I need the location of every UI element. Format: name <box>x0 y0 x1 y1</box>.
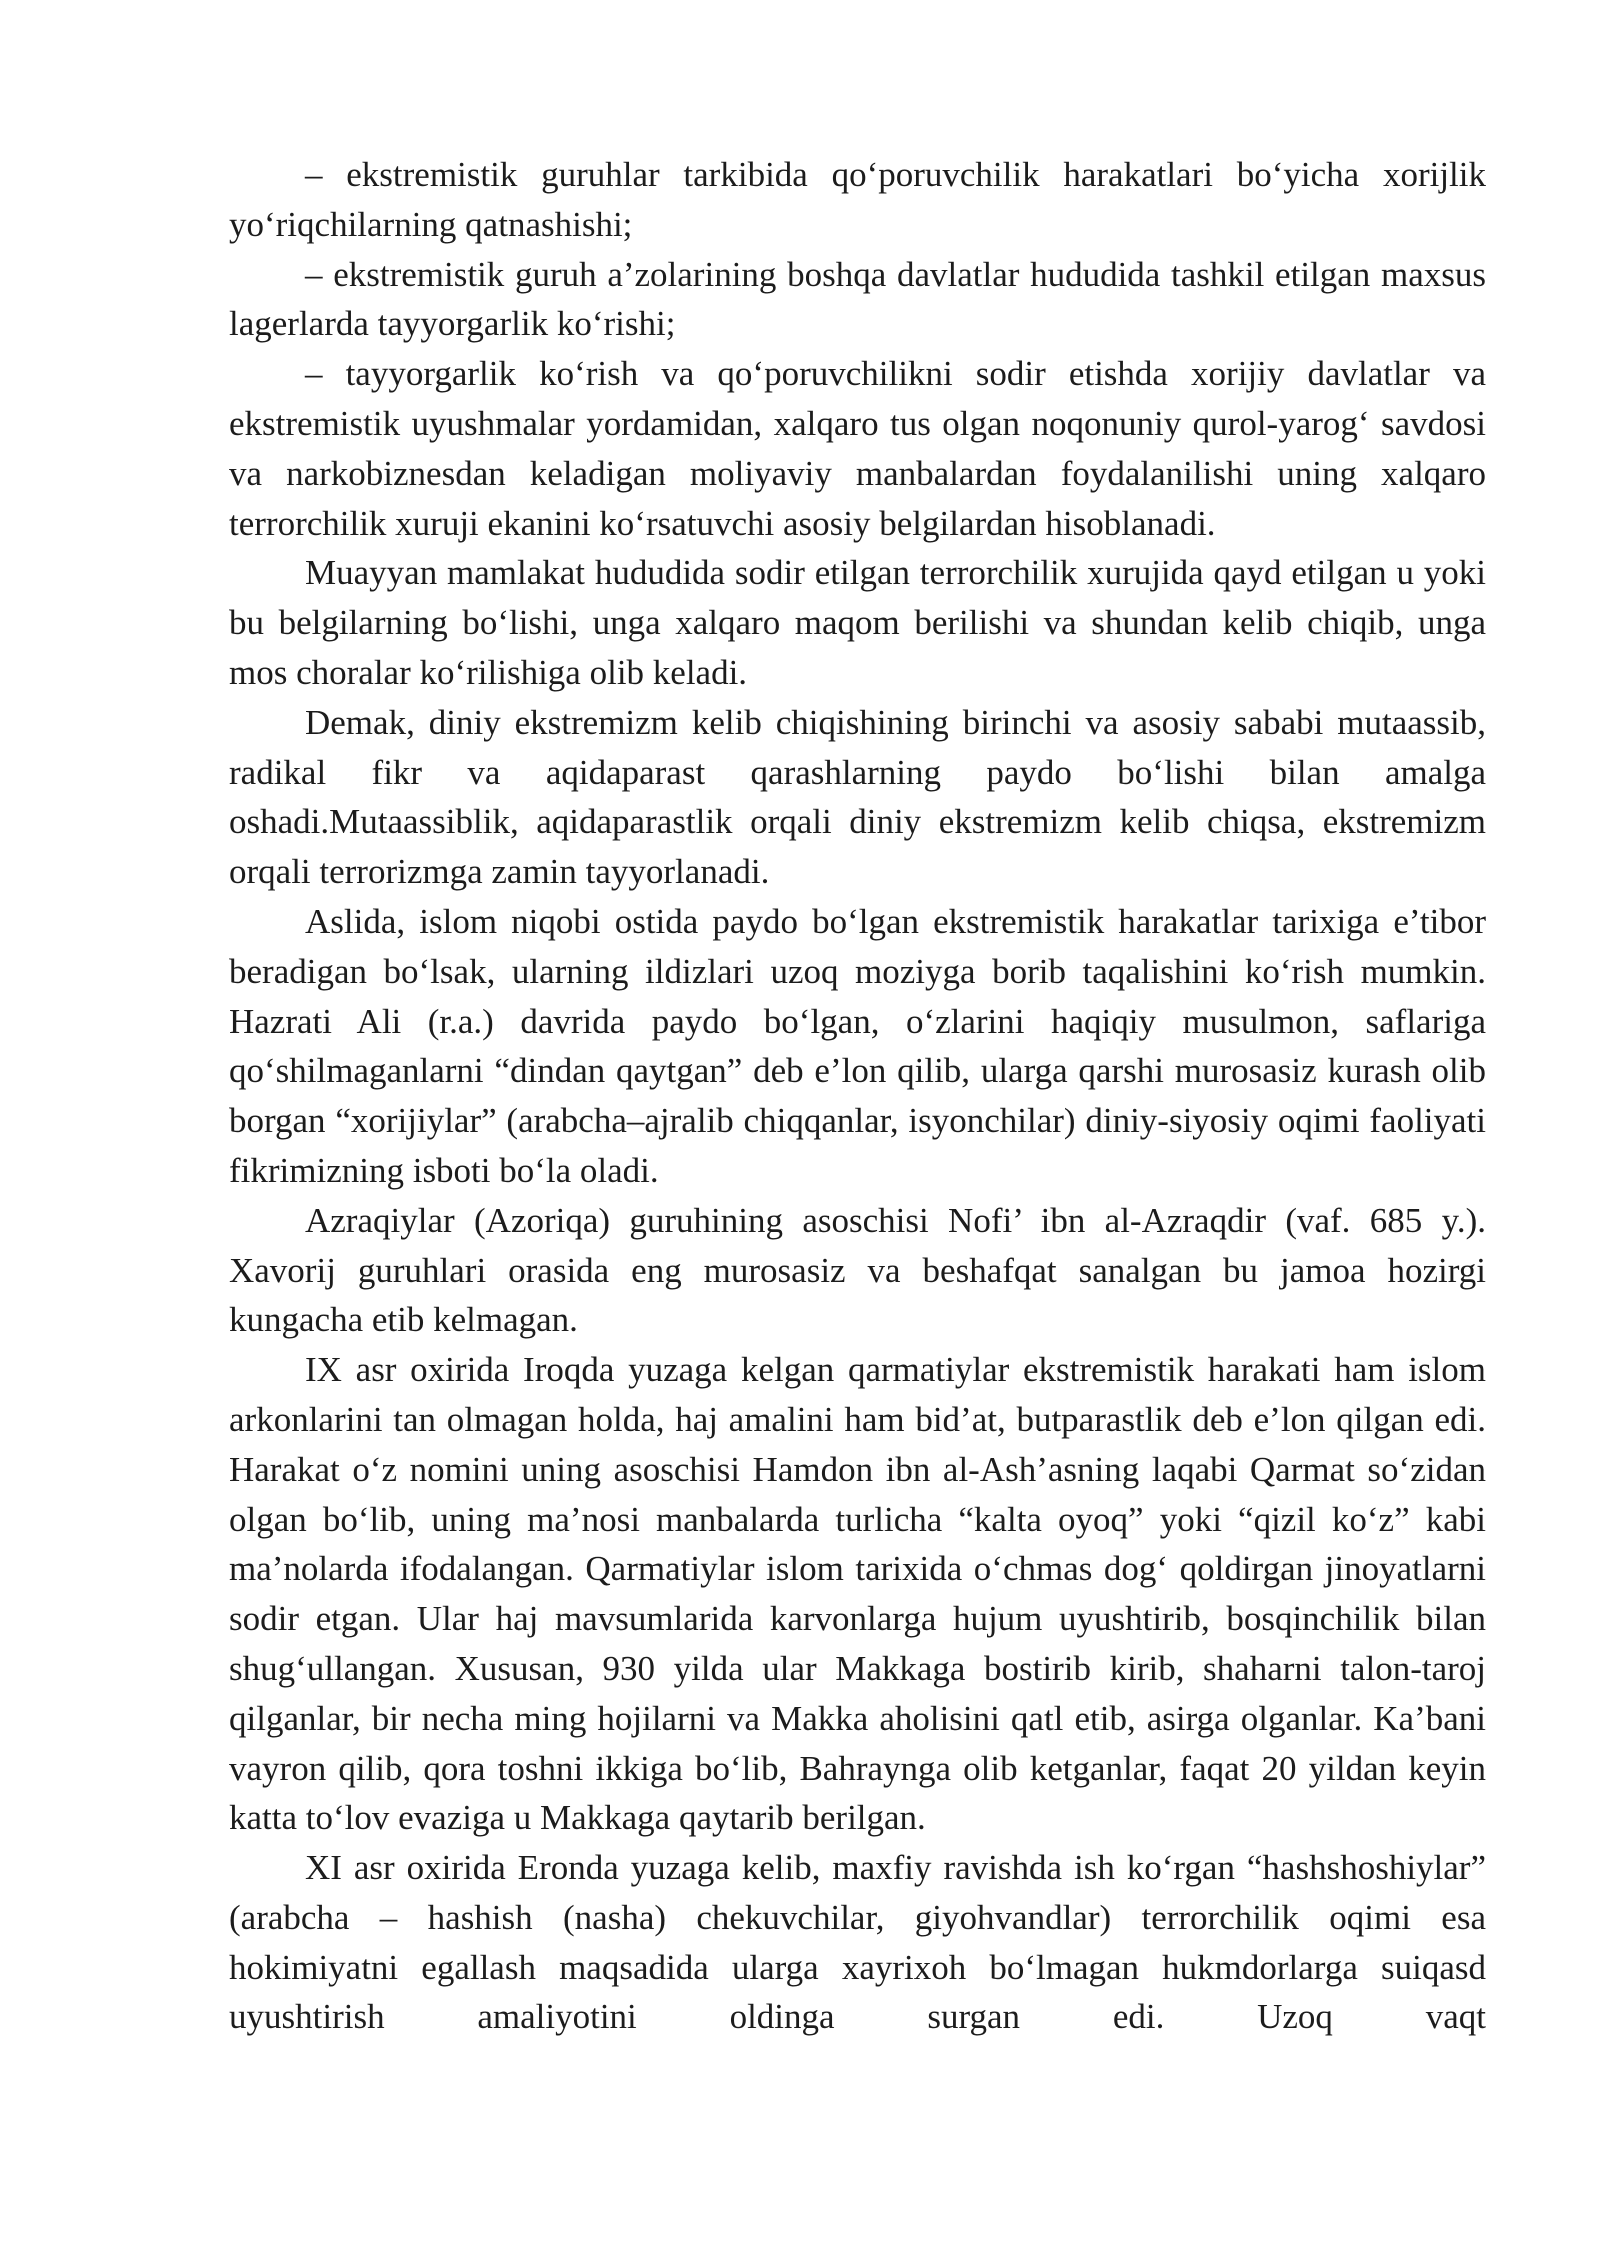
paragraph-7: Azraqiylar (Azoriqa) guruhining asoschisi Nofi’ ibn al-Azraqdir (vaf. 685 y.). Xavorij guruhlari orasida eng murosasiz va beshafqat sanalgan bu jamoa hozirgi kungacha etib kelmagan. <box>229 1200 1486 1340</box>
paragraph-1: – ekstremistik guruhlar tarkibida qo‘poruvchilik harakatlari bo‘yicha xorijlik yo‘riqchilarning qatnashishi; <box>229 155 1486 244</box>
paragraph-4: Muayyan mamlakat hududida sodir etilgan terrorchilik xurujida qayd etilgan u yoki bu belgilarning bo‘lishi, unga xalqaro maqom berilishi va shundan kelib chiqib, unga mos choralar ko‘rilishiga olib keladi. <box>229 553 1486 692</box>
document-page <box>229 150 1486 2042</box>
paragraph-8: IX asr oxirida Iroqda yuzaga kelgan qarmatiylar ekstremistik harakati ham islom arkonlarini tan olmagan holda, haj amalini ham bid’at, butparastlik deb e’lon qilgan edi. Harakat o‘z nomini uning asoschisi Hamdon ibn al-Ash’asning laqabi Qarmat so‘zidan olgan bo‘lib, uning ma’nosi manbalarda turlicha “kalta oyoq” yoki “qizil ko‘z” kabi ma’nolarda ifodalangan. Qarmatiylar islom tarixida o‘chmas dog‘ qoldirgan jinoyatlarni sodir etgan. Ular haj mavsumlarida karvonlarga hujum uyushtirib, bosqinchilik bilan shug‘ullangan. Xususan, 930 yilda ular Makkaga bostirib kirib, shaharni talon-taroj qilganlar, bir necha ming hojilarni va Makka aholisini qatl etib, asirga olganlar. Ka’bani vayron qilib, qora toshni ikkiga bo‘lib, Bahraynga olib ketganlar, faqat 20 yildan keyin katta to‘lov evaziga u Makkaga qaytarib berilgan. <box>229 1350 1486 1838</box>
paragraph-5: Demak, diniy ekstremizm kelib chiqishining birinchi va asosiy sababi mutaassib, radikal fikr va aqidaparast qarashlarning paydo bo‘lishi bilan amalga oshadi.Mutaassiblik, aqidaparastlik orqali diniy ekstremizm kelib chiqsa, ekstremizm orqali terrorizmga zamin tayyorlanadi. <box>229 702 1486 892</box>
paragraph-9: XI asr oxirida Eronda yuzaga kelib, maxfiy ravishda ish ko‘rgan “hashshoshiylar” (arabcha – hashish (nasha) chekuvchilar, giyohvandlar) terrorchilik oqimi esa hokimiyatni egallash maqsadida ularga xayrixoh bo‘lmagan hukmdorlarga suiqasd uyushtirish amaliyotini oldinga surgan edi. Uzoq vaqt <box>229 1848 1486 2037</box>
paragraph-6: Aslida, islom niqobi ostida paydo bo‘lgan ekstremistik harakatlar tarixiga e’tibor beradigan bo‘lsak, ularning ildizlari uzoq moziyga borib taqalishini ko‘rish mumkin. Hazrati Ali (r.a.) davrida paydo bo‘lgan, o‘zlarini haqiqiy musulmon, saflariga qo‘shilmaganlarni “dindan qaytgan” deb e’lon qilib, ularga qarshi murosasiz kurash olib borgan “xorijiylar” (arabcha–ajralib chiqqanlar, isyonchilar) diniy-siyosiy oqimi faoliyati fikrimizning isboti bo‘la oladi. <box>229 901 1486 1190</box>
paragraph-3: – tayyorgarlik ko‘rish va qo‘poruvchilikni sodir etishda xorijiy davlatlar va ekstremistik uyushmalar yordamidan, xalqaro tus olgan noqonuniy qurol-yarog‘ savdosi va narkobiznesdan keladigan moliyaviy manbalardan foydalanilishi uning xalqaro terrorchilik xuruji ekanini ko‘rsatuvchi asosiy belgilardan hisoblanadi. <box>229 354 1486 543</box>
paragraph-2: – ekstremistik guruh a’zolarining boshqa davlatlar hududida tashkil etilgan maxsus lagerlarda tayyorgarlik ko‘rishi; <box>229 254 1486 344</box>
